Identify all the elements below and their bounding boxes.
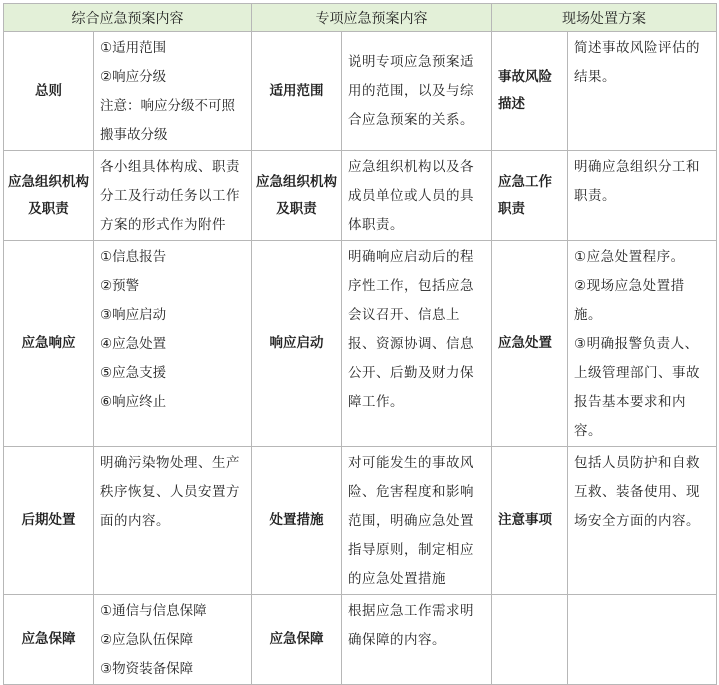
comp-items-general (94, 32, 252, 151)
site-text-risk: 简述事故风险评估的结果。 (568, 32, 717, 151)
site-label-empty (492, 595, 568, 685)
spec-label-scope: 适用范围 (252, 32, 342, 151)
site-text-duties: 明确应急组织分工和职责。 (568, 151, 717, 241)
spec-label-activation: 响应启动 (252, 241, 342, 447)
header-onsite: 现场处置方案 (492, 4, 717, 32)
spec-text-scope: 说明专项应急预案适用的范围，以及与综合应急预案的关系。 (342, 32, 492, 151)
comp-text-aftermath: 明确污染物处理、生产秩序恢复、人员安置方面的内容。 (94, 447, 252, 595)
header-comprehensive: 综合应急预案内容 (4, 4, 252, 32)
spec-label-support: 应急保障 (252, 595, 342, 685)
comp-label-aftermath: 后期处置 (4, 447, 94, 595)
emergency-plan-table (3, 3, 717, 685)
list-item: ③物资装备保障 (100, 661, 194, 677)
comp-label-organization: 应急组织机构及职责 (4, 151, 94, 241)
list-item: ②预警 (100, 278, 140, 294)
list-item: ②应急队伍保障 (100, 632, 194, 648)
spec-label-organization: 应急组织机构及职责 (252, 151, 342, 241)
list-item: ④应急处置 (100, 336, 167, 352)
table-row (4, 32, 717, 151)
comp-label-response: 应急响应 (4, 241, 94, 447)
list-item: ③响应启动 (100, 307, 167, 323)
site-items-handling (568, 241, 717, 447)
comp-label-support: 应急保障 (4, 595, 94, 685)
table-row (4, 595, 717, 685)
list-item: ②响应分级 (100, 69, 167, 85)
table-row (4, 151, 717, 241)
spec-text-activation: 明确响应启动后的程序性工作，包括应急会议召开、信息上报、资源协调、信息公开、后勤及财力保障工作。 (342, 241, 492, 447)
site-label-duties: 应急工作职责 (492, 151, 568, 241)
header-row (4, 4, 717, 32)
table-row (4, 447, 717, 595)
list-item: ②现场应急处置措施。 (574, 278, 685, 323)
list-item: ①应急处置程序。 (574, 249, 685, 265)
comp-items-response (94, 241, 252, 447)
site-text-empty (568, 595, 717, 685)
comp-items-support (94, 595, 252, 685)
list-item: ⑤应急支援 (100, 365, 167, 381)
list-item: ①通信与信息保障 (100, 603, 207, 619)
list-item: ⑥响应终止 (100, 394, 167, 410)
spec-label-measures: 处置措施 (252, 447, 342, 595)
site-label-risk: 事故风险描述 (492, 32, 568, 151)
comp-label-general: 总则 (4, 32, 94, 151)
header-special: 专项应急预案内容 (252, 4, 492, 32)
site-label-notes: 注意事项 (492, 447, 568, 595)
list-item: ③明确报警负责人、上级管理部门、事故报告基本要求和内容。 (574, 336, 700, 439)
site-text-notes: 包括人员防护和自救互救、装备使用、现场安全方面的内容。 (568, 447, 717, 595)
comp-text-organization: 各小组具体构成、职责分工及行动任务以工作方案的形式作为附件 (94, 151, 252, 241)
list-item: ①适用范围 (100, 40, 167, 56)
site-label-handling: 应急处置 (492, 241, 568, 447)
list-item: 注意：响应分级不可照 (100, 98, 235, 114)
list-item: ①信息报告 (100, 249, 167, 265)
spec-text-measures: 对可能发生的事故风险、危害程度和影响范围，明确应急处置指导原则，制定相应的应急处置措施 (342, 447, 492, 595)
spec-text-organization: 应急组织机构以及各成员单位或人员的具体职责。 (342, 151, 492, 241)
table-row (4, 241, 717, 447)
spec-text-support: 根据应急工作需求明确保障的内容。 (342, 595, 492, 685)
list-item: 搬事故分级 (100, 127, 168, 143)
